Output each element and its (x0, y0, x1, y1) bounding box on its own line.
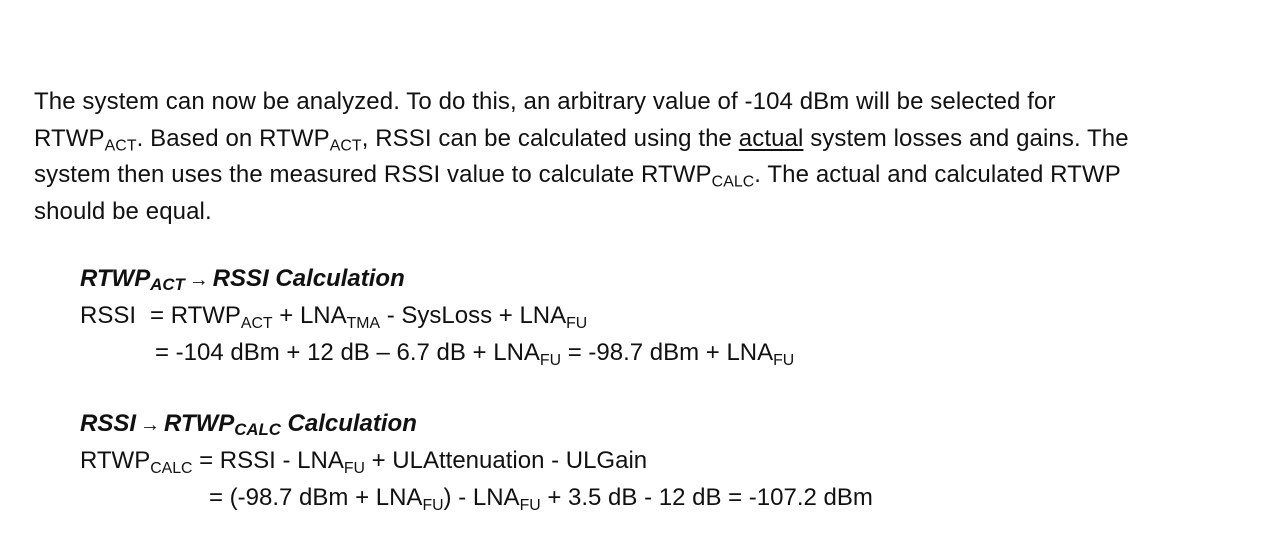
heading-calc-subscript: CALC (234, 420, 281, 440)
eq-subscript: FU (343, 459, 365, 477)
eq-term: = -98.7 dBm + LNA (561, 339, 774, 366)
section2-equation-line-1 (80, 447, 647, 475)
paragraph-text: should be equal. (34, 197, 212, 225)
intro-paragraph (34, 84, 1274, 230)
rtwp-term: RTWP (34, 124, 105, 152)
eq-subscript: FU (773, 351, 795, 369)
eq-subscript: FU (422, 496, 444, 514)
heading-rssi: RSSI (80, 410, 137, 437)
eq-term: + LNA (272, 302, 347, 329)
act-subscript: ACT (329, 136, 362, 154)
paragraph-text: . Based on RTWP (136, 124, 330, 152)
section2-equation-line-2 (209, 484, 873, 512)
eq-subscript: FU (539, 351, 562, 369)
eq-subscript: ACT (240, 314, 273, 332)
right-arrow-icon: → (140, 414, 161, 436)
heading-rtwp: RTWP (164, 410, 235, 437)
eq-subscript: FU (519, 496, 541, 514)
paragraph-text: , RSSI can be calculated using the (361, 124, 739, 152)
paragraph-line-3 (34, 157, 1274, 194)
eq-term: = RSSI - LNA (192, 447, 344, 474)
heading-act-subscript: ACT (150, 275, 185, 295)
eq-subscript: CALC (150, 459, 193, 477)
heading-rtwp: RTWP (80, 265, 151, 292)
eq-term: - SysLoss + LNA (380, 302, 567, 329)
paragraph-text: . The actual and calculated RTWP (754, 161, 1121, 188)
heading-rssi-calculation: RSSI Calculation (212, 265, 405, 292)
paragraph-line-4 (34, 194, 1274, 231)
section1-heading (80, 265, 405, 293)
eq-term: = -104 dBm + 12 dB – 6.7 dB + LNA (155, 339, 540, 366)
eq-term: = RTWP (150, 302, 241, 329)
eq-term: ) - LNA (443, 484, 520, 511)
eq-term: = (-98.7 dBm + LNA (209, 484, 423, 511)
eq-term: + ULAttenuation - ULGain (364, 447, 648, 474)
paragraph-text: The system can now be analyzed. To do this, an arbitrary value of -104 dBm will be selected for (34, 88, 1056, 115)
eq-term: + 3.5 dB - 12 dB = -107.2 dBm (540, 484, 873, 511)
section1-equation-line-1 (80, 302, 587, 330)
paragraph-text: system then uses the measured RSSI value to calculate RTWP (34, 161, 712, 188)
act-subscript: ACT (104, 136, 137, 154)
paragraph-line-2 (34, 121, 1274, 158)
section1-equation-line-2 (155, 339, 794, 367)
eq-lhs-rssi: RSSI (80, 302, 137, 329)
right-arrow-icon: → (188, 269, 209, 291)
heading-calculation: Calculation (280, 410, 417, 437)
paragraph-line-1 (34, 84, 1274, 121)
paragraph-text: system losses and gains. The (803, 124, 1129, 152)
section2-heading (80, 410, 417, 438)
eq-subscript: TMA (346, 314, 381, 332)
eq-lhs-rtwp: RTWP (80, 447, 151, 474)
underlined-word-actual: actual (738, 124, 804, 152)
calc-subscript: CALC (711, 173, 755, 191)
eq-subscript: FU (566, 314, 588, 332)
